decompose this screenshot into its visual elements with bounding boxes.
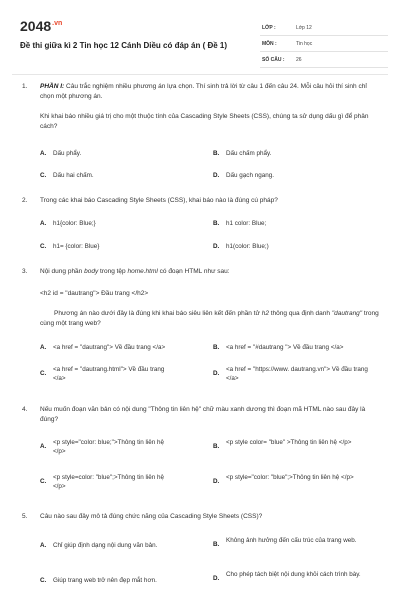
exam-title: Đề thi giữa kì 2 Tin học 12 Cánh Diều có đáp án ( Đề 1) <box>20 41 228 50</box>
meta-count: SỐ CÂU : 26 <box>260 54 388 68</box>
meta-class: LỚP : Lớp 12 <box>260 22 388 36</box>
exam-header <box>12 10 388 70</box>
exam-meta <box>260 22 388 70</box>
part-label: PHẦN I: <box>40 83 65 90</box>
question-1-text: Khi khai báo nhiều giá trị cho một thuộc tính của Cascading Style Sheets (CSS), chúng ta sử dụng dấu gì để phân cách? <box>40 113 369 130</box>
header-divider <box>12 74 388 75</box>
exam-page: $2048^{.vn}$ Đề thi giữa kì 2 Tin học 12 Cánh Diều có đáp án ( Đề 1) LỚP : Lớp 12 MÔN : Tin học SỐ CÂU : 26 1. PHẦN I: Câu trắc nghiệm nhiều phương án lựa chọn. Thí sinh trả lời từ câu 1 đến câu 24. Mỗi câu hỏi thí sinh chỉ chọn một phương án. Khi khai báo nhiều giá trị cho một thuộc tính của Cascading Style Sheets (CSS), chúng ta sử dụng dấu gì để phân cách? A. Dấu phẩy. B. Dấu chấm phẩy. C. Dấu hai chấm. D. Dấu gạch ngang. 2. Trong các khai báo Cascading Style Sheets (CSS), khai báo nào là đúng cú pháp? A. h1{color: Blue;} B. h1 color: Blue; C. h1= {color: Blue} D. h1(color: Blue;) 3. Nội dung phần body trong tệp home.html có đoạn HTML như sau: <h2 id = "dautrang"> Đầu trang </h2> Phương án nào dưới đây là đúng khi khai báo siêu liên kết đến phần tử h2 thông qua định danh "dautrang" trong cùng một trang web? A. <a href = "dautrang"> Về đầu trang </a> B. <a href = "#dautrang "> Về đầu trang </a> C. <a href = "dautrang.html"> Về đầu trang </a> D. <a href = "https://www. dautrang.vn"> Về đầu trang </a> 4. Nếu muốn đoạn văn bản có nội dung "Thông tin liên hệ" chữ màu xanh dương thì đoạn mã HTML nào sau đây là đúng? A. <p style="color: blue;">Thông tin liên hệ </p> B. <p style color= "blue" >Thông tin liên hệ </p> C. <p style=color: "blue";>Thông tin liên hệ </p> D. <p style="color: "blue";>Thông tin liên hệ </p> 5. Câu nào sau đây mô tả đúng chức năng của Cascading Style Sheets (CSS)? A. Chỉ giúp định dạng nội dung văn bản. B. Không ảnh hưởng đến cấu trúc của trang web. C. Giúp trang web trở nên đẹp mắt hơn. D. Cho phép tách biệt nội dung khỏi cách trình bày. <box>0 0 400 600</box>
meta-subject: MÔN : Tin học <box>260 38 388 52</box>
site-logo[interactable]: $2048^{.vn}$ <box>20 18 63 34</box>
question-3-text: Phương án nào dưới đây là đúng khi khai báo siêu liên kết đến phần tử h2 thông qua định danh "dautrang" trong cùng một trang web? <box>40 310 379 327</box>
question-3-code: <h2 id = "dautrang"> Đầu trang </h2> <box>40 290 149 297</box>
